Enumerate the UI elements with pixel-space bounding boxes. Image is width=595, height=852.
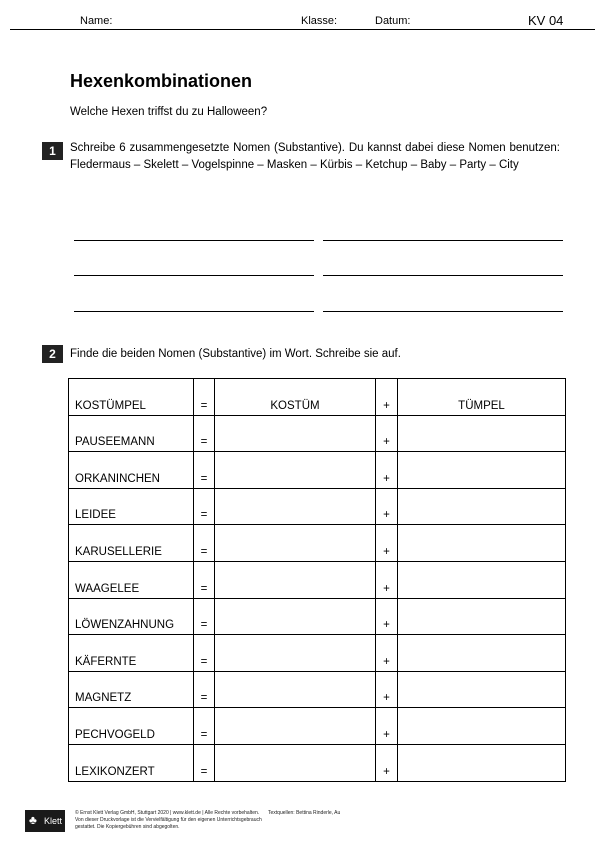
answer-part-1-cell[interactable] [215, 488, 376, 525]
task-2-number: 2 [42, 345, 63, 363]
answer-part-1-cell[interactable] [215, 525, 376, 562]
answer-part-1-cell[interactable]: KOSTÜM [215, 379, 376, 416]
compound-word: MAGNETZ [69, 671, 194, 708]
table-row [69, 452, 566, 489]
answer-part-1-cell[interactable] [215, 415, 376, 452]
table-row [69, 744, 566, 781]
compound-word: PAUSEEMANN [69, 415, 194, 452]
compound-word: LEIDEE [69, 488, 194, 525]
answer-part-1-cell[interactable] [215, 561, 376, 598]
answer-line[interactable] [323, 275, 563, 276]
compound-word: LÖWENZAHNUNG [69, 598, 194, 635]
plus-sign: + [376, 744, 398, 781]
copyright-notice: © Ernst Klett Verlag GmbH, Stuttgart 2020 | www.klett.de | Alle Rechte vorbehalten. Von dieser Druckvorlage ist die Vervielfältigung für den eigenen Unterrichtsgebrauch gestattet. Die Kopiergebühren sind abgegolten. [75, 810, 262, 830]
plus-sign: + [376, 525, 398, 562]
answer-part-2-cell[interactable] [398, 561, 566, 598]
answer-part-2-cell[interactable] [398, 525, 566, 562]
task-1-number: 1 [42, 142, 63, 160]
answer-line[interactable] [74, 311, 314, 312]
name-label: Name: [80, 15, 113, 27]
compound-word: KARUSELLERIE [69, 525, 194, 562]
answer-part-1-cell[interactable] [215, 744, 376, 781]
table-row [69, 635, 566, 672]
klett-tree-icon: ♣ [29, 813, 37, 827]
equals-sign: = [194, 744, 215, 781]
klett-logo [25, 810, 65, 832]
plus-sign: + [376, 708, 398, 745]
equals-sign: = [194, 379, 215, 416]
answer-part-1-cell[interactable] [215, 708, 376, 745]
answer-part-2-cell[interactable] [398, 488, 566, 525]
table-row [69, 415, 566, 452]
compound-word: KOSTÜMPEL [69, 379, 194, 416]
equals-sign: = [194, 708, 215, 745]
plus-sign: + [376, 379, 398, 416]
plus-sign: + [376, 635, 398, 672]
logo-text: Klett [43, 816, 62, 826]
equals-sign: = [194, 561, 215, 598]
table-row [69, 488, 566, 525]
equals-sign: = [194, 525, 215, 562]
plus-sign: + [376, 561, 398, 598]
answer-part-2-cell[interactable] [398, 415, 566, 452]
answer-part-2-cell[interactable] [398, 635, 566, 672]
equals-sign: = [194, 635, 215, 672]
compound-word: LEXIKONZERT [69, 744, 194, 781]
equals-sign: = [194, 598, 215, 635]
word-split-table [68, 378, 566, 782]
task-2-instruction: Finde die beiden Nomen (Substantive) im Wort. Schreibe sie auf. [70, 348, 401, 360]
answer-part-2-cell[interactable] [398, 452, 566, 489]
table-row [69, 598, 566, 635]
equals-sign: = [194, 452, 215, 489]
equals-sign: = [194, 415, 215, 452]
compound-word: ORKANINCHEN [69, 452, 194, 489]
compound-word: PECHVOGELD [69, 708, 194, 745]
compound-word: WAAGELEE [69, 561, 194, 598]
page-title: Hexenkombinationen [70, 71, 253, 91]
intro-question: Welche Hexen triffst du zu Halloween? [70, 106, 268, 118]
table-row [69, 671, 566, 708]
answer-line[interactable] [74, 275, 314, 276]
compound-word: KÄFERNTE [69, 635, 194, 672]
header-divider [10, 29, 595, 30]
task-1-instruction: Schreibe 6 zusammengesetzte Nomen (Substantive). Du kannst dabei diese Nomen benutzen: Fledermaus – Skelett – Vogelspinne – Masken – Kürbis – Ketchup – Baby – Party – City [70, 142, 560, 171]
plus-sign: + [376, 598, 398, 635]
answer-part-2-cell[interactable]: TÜMPEL [398, 379, 566, 416]
table-row [69, 708, 566, 745]
answer-line[interactable] [74, 240, 314, 241]
equals-sign: = [194, 671, 215, 708]
class-label: Klasse: [301, 15, 338, 27]
table-row [69, 379, 566, 416]
equals-sign: = [194, 488, 215, 525]
plus-sign: + [376, 488, 398, 525]
answer-part-2-cell[interactable] [398, 598, 566, 635]
plus-sign: + [376, 452, 398, 489]
answer-line[interactable] [323, 311, 563, 312]
table-row [69, 561, 566, 598]
text-source: Textquellen: Bettina Rinderle, Au [268, 810, 341, 816]
answer-part-2-cell[interactable] [398, 671, 566, 708]
answer-part-2-cell[interactable] [398, 744, 566, 781]
table-row [69, 525, 566, 562]
answer-part-1-cell[interactable] [215, 671, 376, 708]
answer-part-2-cell[interactable] [398, 708, 566, 745]
answer-part-1-cell[interactable] [215, 452, 376, 489]
date-label: Datum: [375, 15, 411, 27]
answer-part-1-cell[interactable] [215, 635, 376, 672]
worksheet-code: KV 04 [528, 13, 564, 28]
plus-sign: + [376, 415, 398, 452]
plus-sign: + [376, 671, 398, 708]
answer-part-1-cell[interactable] [215, 598, 376, 635]
answer-line[interactable] [323, 240, 563, 241]
